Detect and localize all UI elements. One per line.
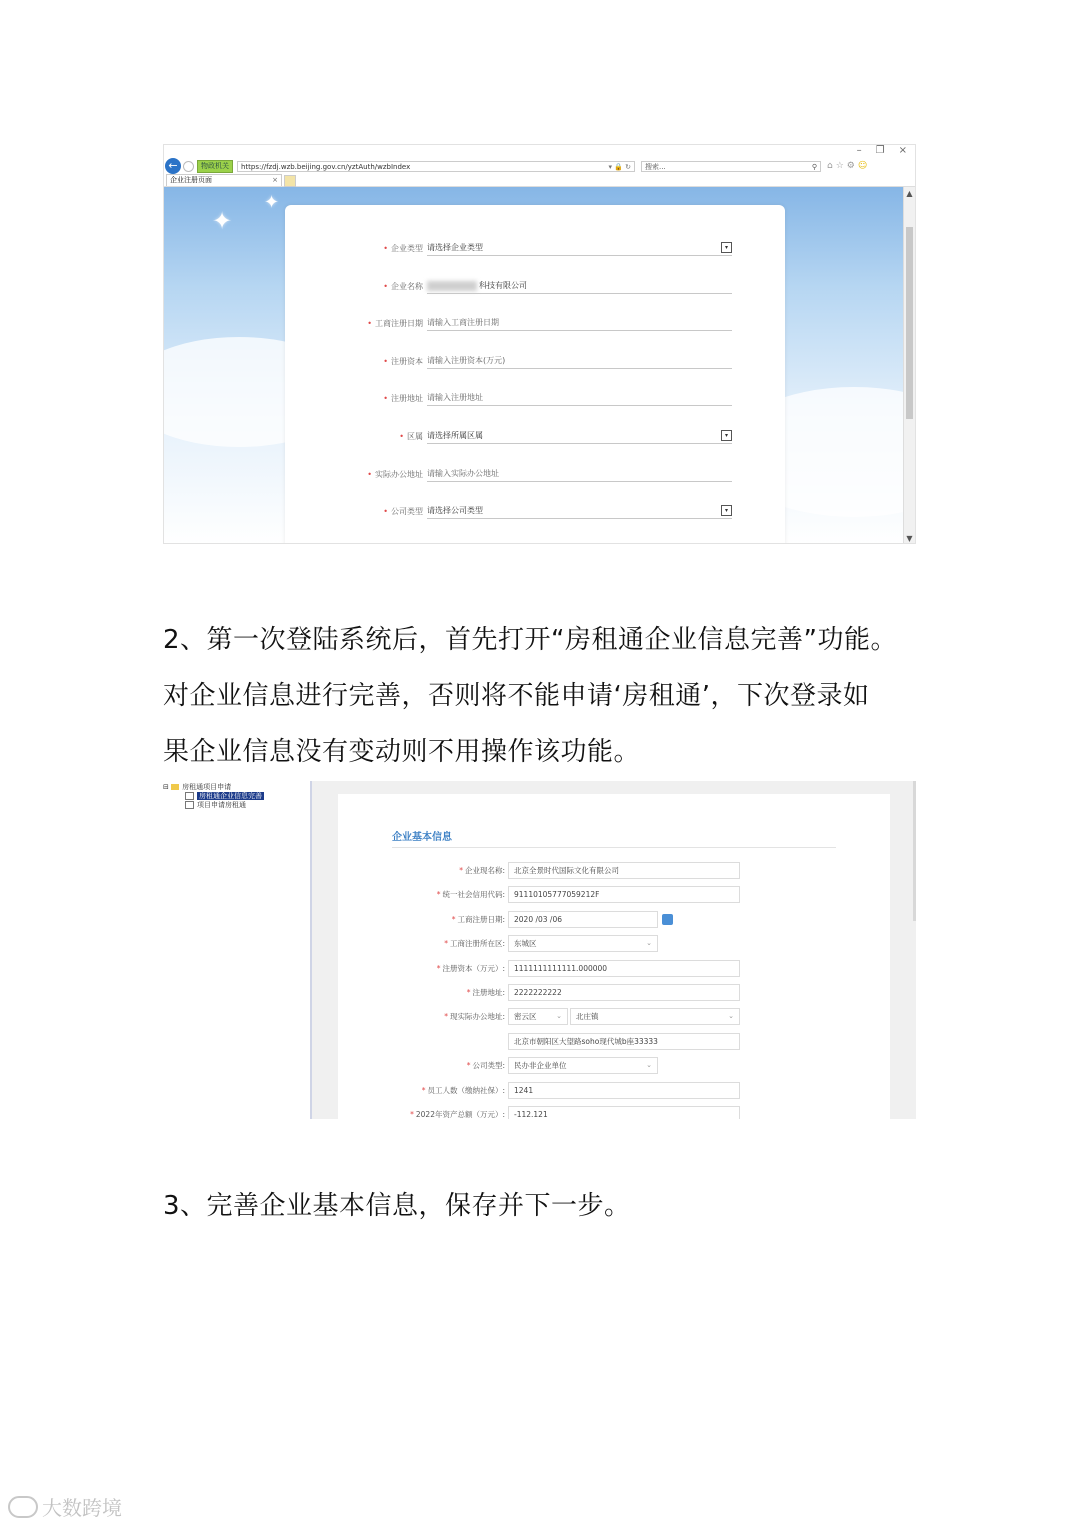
field-label-text: 注册地址 (391, 394, 423, 403)
field-label-text: 企业名称 (391, 282, 423, 291)
close-icon[interactable]: × (898, 145, 907, 156)
watermark (8, 1492, 122, 1521)
restore-icon[interactable]: ❐ (875, 145, 885, 156)
field-value: 2020 /03 /06 (514, 915, 562, 924)
field-value: 91110105777059212F (514, 890, 600, 899)
text-field[interactable] (508, 984, 740, 1001)
page-viewport (164, 187, 905, 544)
page-icon (185, 801, 194, 809)
field-label-text: 工商注册日期: (457, 915, 505, 924)
field-label (444, 1011, 505, 1022)
dropdown-arrow-icon[interactable]: ▾ (721, 242, 732, 253)
step3-paragraph: 3、完善企业基本信息，保存并下一步。 (163, 1191, 631, 1221)
tree-root[interactable] (163, 783, 264, 792)
field-value: 北庄镇 (576, 1012, 599, 1021)
field-value: 科技有限公司 (479, 281, 527, 290)
field-label (367, 318, 423, 329)
form-row (285, 354, 785, 370)
tab-close-icon[interactable]: × (272, 176, 278, 184)
required-marker: • (383, 507, 388, 516)
text-field[interactable] (508, 960, 740, 977)
required-marker: • (383, 244, 388, 253)
required-marker: • (399, 432, 404, 441)
form-row (285, 429, 785, 445)
field-label-text: 工商注册所在区: (449, 939, 505, 948)
form-row (338, 960, 890, 978)
text-field[interactable] (427, 467, 732, 482)
field-label-text: 现实际办公地址: (449, 1012, 505, 1021)
field-label (437, 889, 505, 900)
field-label-text: 公司类型: (472, 1061, 505, 1070)
field-value: 2222222222 (514, 988, 562, 997)
field-label-text: 企业类型 (391, 244, 423, 253)
town-select[interactable] (570, 1008, 740, 1025)
dropdown-arrow-icon[interactable]: ▾ (721, 430, 732, 441)
text-field[interactable] (427, 316, 732, 331)
field-label (422, 1085, 505, 1096)
tree-item-info[interactable] (163, 792, 264, 801)
field-label-text: 员工人数（缴纳社保）: (427, 1086, 505, 1095)
required-marker: * (466, 988, 471, 997)
tab-registration[interactable] (166, 174, 282, 186)
text-field[interactable] (508, 1033, 740, 1050)
field-label (459, 865, 505, 876)
select-field[interactable] (427, 241, 732, 256)
window-controls (857, 145, 907, 159)
calendar-icon[interactable] (662, 914, 673, 925)
required-marker: • (367, 319, 372, 328)
field-label (383, 506, 423, 517)
nav-tree (163, 783, 264, 810)
text-field[interactable] (427, 279, 732, 294)
field-label-text: 区属 (407, 432, 423, 441)
smiley-icon[interactable]: ☺ (857, 161, 868, 171)
field-value: 北京全景时代国际文化有限公司 (514, 866, 619, 875)
address-bar (164, 158, 915, 174)
tree-item-apply[interactable] (163, 801, 264, 810)
step2-line: 2、第一次登陆系统后，首先打开“房租通企业信息完善”功能。 (163, 625, 897, 655)
form-row (338, 984, 890, 1002)
select-field[interactable] (427, 429, 732, 444)
select-field[interactable] (508, 1057, 658, 1074)
required-marker: * (421, 1086, 426, 1095)
forward-arrow-icon[interactable] (183, 161, 194, 172)
required-marker: * (451, 915, 456, 924)
collapse-icon[interactable]: ⊟ (163, 783, 169, 791)
content-pane (312, 781, 916, 1119)
required-marker: * (466, 1061, 471, 1070)
form-row (338, 1033, 890, 1051)
star-icon[interactable]: ☆ (835, 161, 844, 171)
field-label-text: 工商注册日期 (375, 319, 423, 328)
field-value: 请输入注册地址 (427, 393, 483, 402)
required-marker: * (436, 964, 441, 973)
field-label (452, 914, 505, 925)
scroll-up-icon[interactable]: ▲ (906, 189, 913, 198)
url-tools[interactable]: ▾ 🔒 ↻ (608, 162, 631, 171)
dove-image: ✦ (264, 192, 280, 213)
divider (392, 847, 836, 848)
dropdown-arrow-icon[interactable]: ▾ (721, 505, 732, 516)
field-label (383, 281, 423, 292)
scrollbar[interactable] (903, 187, 915, 544)
field-value: 请选择企业类型 (427, 243, 483, 252)
form-row (338, 862, 890, 880)
text-field[interactable] (508, 1106, 740, 1119)
new-tab-button[interactable] (284, 175, 296, 187)
field-label (444, 938, 505, 949)
url-text: https://fzdj.wzb.beijing.gov.cn/yztAuth/wzbIndex (241, 162, 411, 171)
field-label-text: 公司类型 (391, 507, 423, 516)
date-field[interactable] (508, 911, 658, 928)
form-row (285, 316, 785, 332)
field-label-text: 实际办公地址 (375, 470, 423, 479)
form-row (285, 241, 785, 257)
chevron-down-icon: ⌄ (556, 1012, 562, 1020)
form-row (338, 911, 890, 929)
toolbar-icons (827, 161, 867, 171)
field-label (467, 1060, 505, 1071)
field-value: 请选择公司类型 (427, 506, 483, 515)
field-label (437, 963, 505, 974)
field-value: 民办非企业单位 (514, 1061, 567, 1070)
registration-form (285, 205, 785, 544)
text-field[interactable] (508, 1082, 740, 1099)
card-title: 企业基本信息 (392, 832, 452, 843)
field-label (383, 356, 423, 367)
field-value: 北京市朝阳区大望路soho现代城b座33333 (514, 1037, 658, 1046)
scroll-thumb[interactable] (906, 227, 913, 419)
page-icon (185, 792, 194, 800)
field-value: 1111111111111.000000 (514, 964, 608, 973)
required-marker: * (410, 1110, 414, 1119)
tree-item-label: 房租通企业信息完善 (199, 792, 262, 800)
form-row (338, 1106, 890, 1119)
tree-item-label: 项目申请房租通 (197, 801, 246, 809)
form-row (338, 935, 890, 953)
field-value: 东城区 (514, 939, 537, 948)
redacted-text (427, 281, 477, 291)
required-marker: • (383, 282, 388, 291)
field-label (410, 1109, 505, 1119)
form-row (285, 279, 785, 295)
field-label-text: 注册地址: (472, 988, 505, 997)
field-value: 请输入实际办公地址 (427, 469, 499, 478)
field-value: -112.121 (514, 1110, 548, 1119)
info-card (338, 794, 890, 1119)
step2-line: 对企业信息进行完善，否则将不能申请‘房租通’，下次登录如 (163, 681, 870, 711)
field-value: 请选择所属区属 (427, 431, 483, 440)
step2-line: 果企业信息没有变动则不用操作该功能。 (163, 737, 641, 767)
url-field[interactable] (237, 161, 635, 172)
form-row (338, 1057, 890, 1075)
form-row (285, 391, 785, 407)
text-field[interactable] (508, 886, 740, 903)
required-marker: * (459, 866, 463, 875)
gear-icon[interactable]: ⚙ (846, 161, 855, 171)
form-row (285, 504, 785, 520)
home-icon[interactable]: ⌂ (827, 161, 833, 171)
text-field[interactable] (427, 354, 732, 369)
minimize-icon[interactable]: – (856, 145, 862, 156)
chevron-down-icon: ⌄ (646, 939, 652, 947)
field-value: 请输入工商注册日期 (427, 318, 499, 327)
field-label-text: 注册资本 (391, 357, 423, 366)
field-label (467, 987, 505, 998)
watermark-logo-icon (8, 1496, 38, 1518)
form-row (338, 886, 890, 904)
field-label-text: 企业现名称: (464, 866, 505, 875)
back-arrow-icon[interactable]: ← (165, 158, 181, 174)
field-value: 密云区 (514, 1012, 537, 1021)
required-marker: • (383, 357, 388, 366)
form-row (285, 467, 785, 483)
required-marker: * (444, 1012, 448, 1021)
field-label (383, 393, 423, 404)
field-label (383, 243, 423, 254)
required-marker: • (383, 394, 388, 403)
required-marker: * (436, 890, 441, 899)
field-label-text: 注册资本（万元）: (442, 964, 505, 973)
field-value: 请输入注册资本(万元) (427, 356, 506, 365)
field-label-text: 2022年资产总额（万元）: (415, 1110, 505, 1119)
select-field[interactable] (427, 504, 732, 519)
favorites-chip[interactable]: 物政机关 (197, 160, 233, 173)
search-icon[interactable]: ⚲ (811, 162, 817, 171)
tab-bar (164, 174, 915, 187)
field-label (399, 431, 423, 442)
tab-title: 企业注册页面 (170, 176, 212, 184)
required-marker: • (367, 470, 372, 479)
district-select[interactable] (508, 1008, 568, 1025)
required-marker: * (444, 939, 448, 948)
watermark-text: 大数跨境 (42, 1496, 122, 1520)
scroll-thumb[interactable] (913, 781, 916, 921)
dove-image: ✦ (212, 207, 233, 235)
field-label (367, 469, 423, 480)
search-input[interactable] (641, 161, 821, 172)
field-label-text: 统一社会信用代码: (442, 890, 505, 899)
company-info-screenshot (163, 781, 916, 1119)
search-placeholder: 搜索... (645, 162, 666, 171)
folder-icon (171, 784, 179, 790)
chevron-down-icon: ⌄ (728, 1012, 734, 1020)
scroll-down-icon[interactable]: ▼ (906, 534, 913, 543)
field-value: 1241 (514, 1086, 534, 1095)
registration-screenshot (163, 144, 916, 544)
text-field[interactable] (427, 391, 732, 406)
tree-root-label: 房租通项目申请 (182, 783, 232, 791)
select-field[interactable] (508, 935, 658, 952)
form-row (338, 1008, 890, 1026)
step2-paragraph (163, 612, 897, 780)
chevron-down-icon: ⌄ (646, 1061, 652, 1069)
form-row (338, 1082, 890, 1100)
text-field[interactable] (508, 862, 740, 879)
